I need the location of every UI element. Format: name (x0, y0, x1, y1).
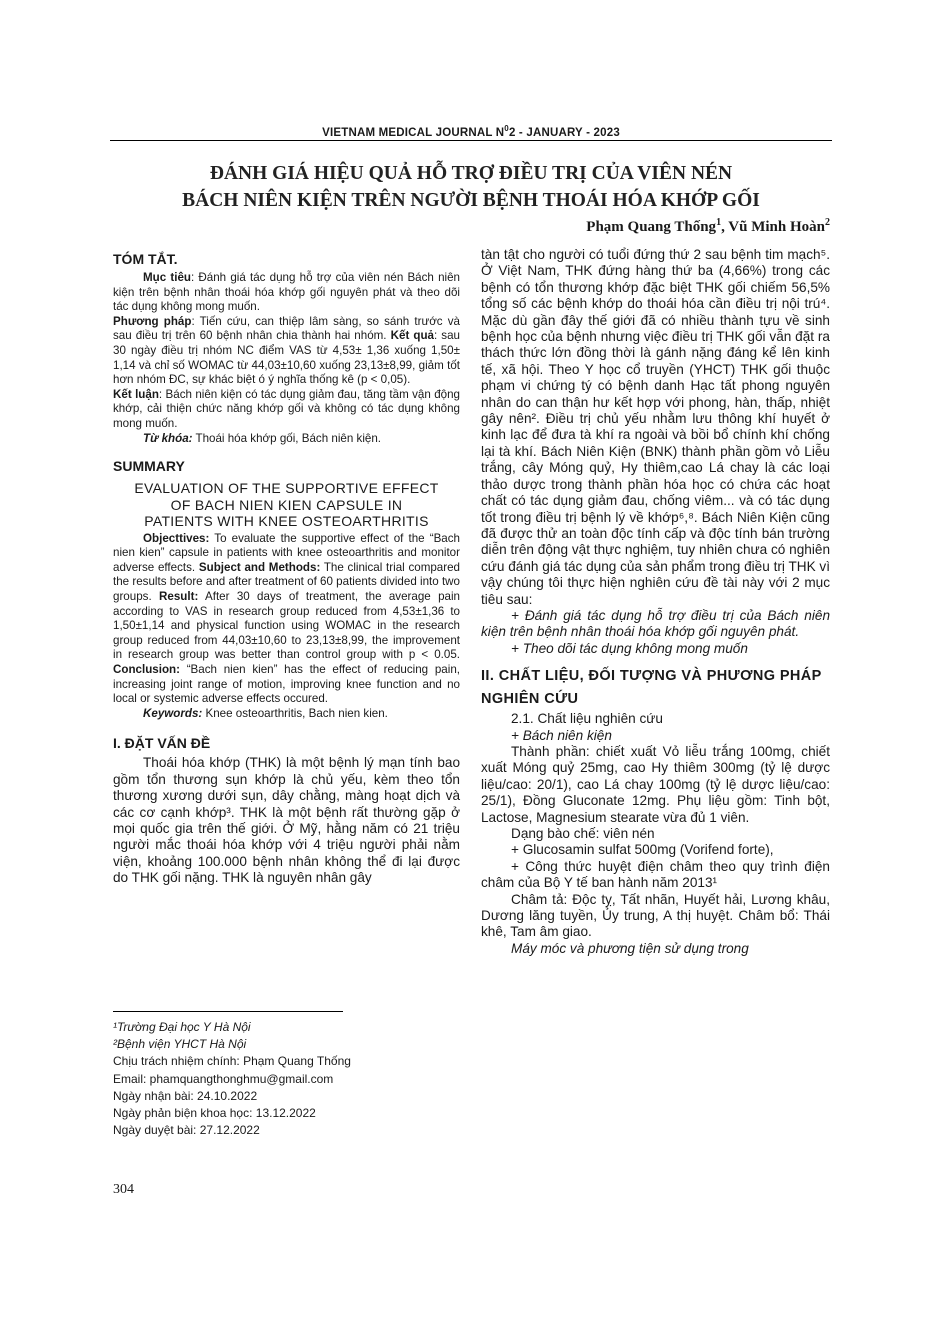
summary-title: EVALUATION OF THE SUPPORTIVE EFFECT OF BACH NIEN KIEN CAPSULE IN PATIENTS WITH KNEE OSTEOARTHRITIS (134, 480, 439, 530)
aim-1: + Đánh giá tác dụng hỗ trợ điều trị của Bách niên kiện trên bệnh nhân thoái hóa khớp gối nguyên phát. (481, 607, 830, 640)
dosage-form: Dạng bào chế: viên nén (511, 826, 655, 841)
glucosamine: + Glucosamin sulfat 500mg (Vorifend forte), (511, 842, 774, 858)
abstract-vi-conclusion: Kết luận: Bách niên kiện có tác dụng giảm đau, tăng tầm vận động khớp, cải thiện chức năng khớp gối và không có tác dụng không mong muốn. (113, 387, 460, 430)
summary-heading: SUMMARY (113, 458, 185, 475)
abstract-vi-method-result: Phương pháp: Tiến cứu, can thiệp lâm sàng, so sánh trước và sau điều trị trên 60 bệnh nhân chia thành hai nhóm. Kết quả: sau 30 ngày điều trị nhóm NC điểm VAS từ 4,53± 1,36 xuống 1,50± 1,14 và chỉ số WOMAC từ 44,03±10,60 xuống 23,13±8,99, giảm tốt hơn nhóm ĐC, sự khác biệt ó ý nghĩa thống kê (p < 0,05). (113, 314, 460, 387)
right-column (481, 247, 830, 957)
footnotes: ¹Trường Đại học Y Hà Nội ²Bệnh viện YHCT Hà Nội Chịu trách nhiệm chính: Phạm Quang Thống Email: phamquangthonghmu@gmail.com Ngày nhận bài: 24.10.2022 Ngày phản biện khoa học: 13.12.2022 Ngày duyệt bài: 27.12.2022 (113, 1020, 351, 1138)
section-2-heading: II. CHẤT LIỆU, ĐỐI TƯỢNG VÀ PHƯƠNG PHÁP NGHIÊN CỨU (481, 668, 822, 708)
header-rule (110, 140, 832, 141)
composition: Thành phần: chiết xuất Vỏ liễu trắng 100mg, chiết xuất Móng quỷ 25mg, cao Hy thiêm 300mg (tỷ lệ dược liệu/cao: 20/1), cao Lá chay 100mg (tỷ lệ dược liệu/cao: 25/1), Đồng Gluconate 12mg. Phụ liệu gồm: Tinh bột, Lactose, Magnesium stearate vừa đủ 1 viên. (481, 743, 830, 825)
journal-header: VIETNAM MEDICAL JOURNAL $N^02$ - JANUARY - 2023 (322, 124, 620, 139)
acupuncture: + Công thức huyệt điện châm theo quy trình điện châm của Bộ Y tế ban hành năm 2013¹ (481, 858, 830, 891)
summary-keywords: Keywords: Knee osteoarthritis, Bach nien kien. (143, 706, 388, 720)
section-1-heading: I. ĐẶT VẤN ĐỀ (113, 735, 211, 752)
title-line-1: ĐÁNH GIÁ HIỆU QUẢ HỖ TRỢ ĐIỀU TRỊ CỦA VIÊN NÉN (209, 163, 733, 184)
paper-title (110, 160, 832, 214)
left-column (113, 247, 460, 887)
summary-body: Objecttives: To evaluate the supportive effect of the “Bach nien kien” capsule in patients with knee osteoarthritis and monitor adverse effects. Subject and Methods: The clinical trial compared the results before and after treatment of 60 patients divided into two groups. Result: After 30 days of treatment, the average pain according to VAS in research group reduced from 4,53±1,36 to 1,50±1,14 and physical function using WOMAC in the research group reduced from 44,03±10,60 to 23,13±8,99, the improvement in research group was better than control group with p < 0.05. Conclusion: “Bach nien kien” has the effect of reducing pain, increasing joint range of motion, improving knee function and no local or systemic adverse effects occured. (113, 531, 461, 706)
section-1-continued: tàn tật cho người có tuổi đứng thứ 2 sau bệnh tim mạch⁵. Ở Việt Nam, THK đứng hàng thứ ba (4,66%) trong các bệnh có tổn thương khớp đặc biệt THK gối chiếm 56,5% tổng số các bệnh khớp do thoái hóa cần điều trị nội trú⁴. Mặc dù gần đây thế giới đã có nhiều thành tựu về sinh bệnh học của bệnh nhưng việc điều trị THK gối vẫn đặt ra thách thức lớn đồng thời là gánh nặng đáng kể lên kinh tế, xã hội. Theo Y học cổ truyền (YHCT) THK gối thuộc phạm vi chứng tý có bệnh danh Hạc tất phong nguyên nhân do can thận hư kết hợp với phong, hàn, thấp, nhiệt gây nên². Điều trị chủ yếu nhằm lưu thông khí huyết ở kinh lạc để đưa tà khí ra ngoài và bồi bổ chính khí chống lại tà khí. Bách Niên Kiện (BNK) thành phần gồm vỏ Liễu trắng, cây Móng quỷ, Hy thiêm,cao Lá chay là các loại thảo dược trong thành phần hóa học có chứa các hoạt chất có tác dụng giảm đau, chống viêm... và có tác dụng tốt trong điều trị bệnh lý về khớp⁶,⁸. Bách Niên Kiện cũng đã được thử an toàn độc tính cấp và độc tính bán trường diễn trên động vật thực nghiệm, tuy nhiên chưa có nghiên cứu đánh giá tác dụng của sản phẩm trong điều trị THK vì vậy chúng tôi thực hiện nghiên cứu đề tài này với 2 mục tiêu sau: (481, 247, 830, 607)
aim-2: + Theo dõi tác dụng không mong muốn (511, 640, 748, 656)
abstract-vi-keywords: Từ khóa: Thoái hóa khớp gối, Bách niên kiện. (143, 431, 382, 445)
title-line-2: BÁCH NIÊN KIỆN TRÊN NGƯỜI BỆNH THOÁI HÓA KHỚP GỐI (182, 190, 760, 211)
equipment-heading: Máy móc và phương tiện sử dụng trong (511, 940, 749, 956)
abstract-vi-heading: TÓM TẮT. (113, 251, 178, 267)
page-number: 304 (113, 1182, 134, 1197)
abstract-vi-objective: Mục tiêu: Đánh giá tác dụng hỗ trợ của viên nén Bách niên kiện trên bệnh nhân thoái hóa khớp gối nguyên phát và theo dõi tác dụng không mong muốn. (113, 271, 460, 314)
section-1-paragraph: Thoái hóa khớp (THK) là một bệnh lý mạn tính bao gồm tổn thương sụn khớp là chủ yếu, kèm theo tổn thương xương dưới sụn, dây chằng, màng hoạt dịch và các cơ cạnh khớp³. THK là một bệnh rất thường gặp ở mọi quốc gia trên thế giới. Ở Mỹ, hằng năm có 21 triệu người mắc thoái hóa khớp với 4 triệu người phải nằm viện, khoảng 100.000 bệnh nhân không thể đi lại được do THK gối nặng. THK là nguyên nhân gây (113, 755, 460, 886)
section-2-1-heading: 2.1. Chất liệu nghiên cứu (511, 711, 663, 727)
footnote-rule (113, 1011, 343, 1012)
item-bach-nien-kien: + Bách niên kiện (511, 727, 612, 743)
acupoints: Châm tả: Độc tỵ, Tất nhãn, Huyết hải, Lương khâu, Dương lăng tuyền, Ủy trung, A thị huyệt. Châm bổ: Thái khê, Tam âm giao. (481, 891, 830, 940)
authors: Phạm Quang Thống$^1$, Vũ Minh Hoàn$^2$ (586, 217, 830, 235)
